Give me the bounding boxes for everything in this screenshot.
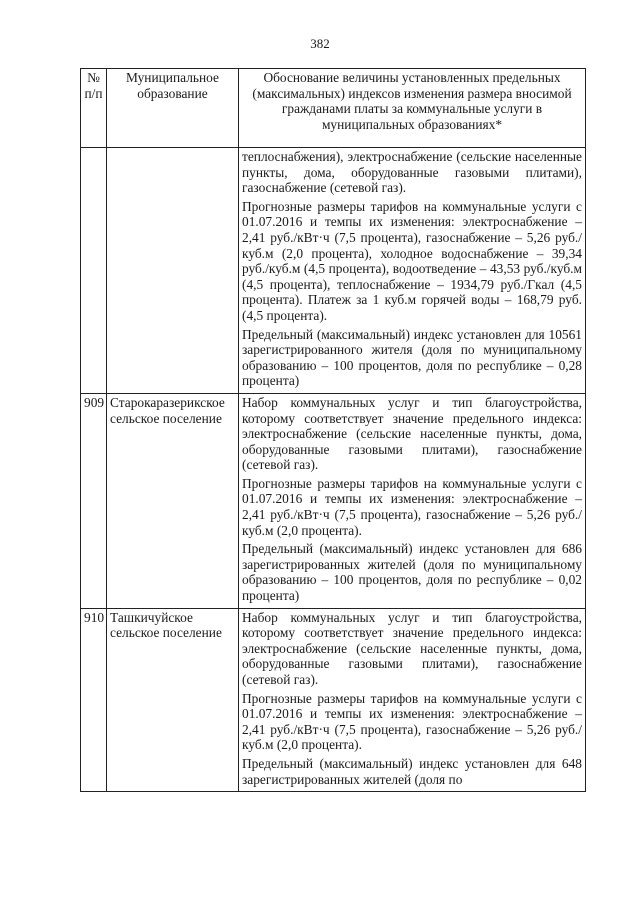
paragraph-tariffs: Прогнозные размеры тарифов на коммунальные услуги с 01.07.2016 и темпы их изменения: электроснабжение – 2,41 руб./кВт·ч (7,5 процента), газоснабжение – 5,26 руб./куб.м (2,0 процента). bbox=[242, 475, 582, 538]
row-justification bbox=[239, 608, 586, 792]
paragraph-tariffs: Прогнозные размеры тарифов на коммунальные услуги с 01.07.2016 и темпы их изменения: электроснабжение – 2,41 руб./кВт·ч (7,5 процента), газоснабжение – 5,26 руб./куб.м (2,0 процента). bbox=[242, 690, 582, 753]
table-header-row bbox=[81, 69, 586, 148]
row-municipality bbox=[107, 148, 239, 394]
table-row bbox=[81, 608, 586, 792]
paragraph-utility-set: Набор коммунальных услуг и тип благоустройства, которому соответствует значение предельного индекса: электроснабжение (сельские населенные пункты, дома, оборудованные газовыми плитами), газоснабжение (сетевой газ). bbox=[242, 394, 582, 473]
page-number: 382 bbox=[310, 36, 330, 51]
header-num: № п/п bbox=[81, 69, 107, 148]
paragraph-utility-set: теплоснабжения), электроснабжение (сельские населенные пункты, дома, оборудованные газовыми плитами), газоснабжение (сетевой газ). bbox=[242, 149, 582, 196]
row-number: 909 bbox=[81, 393, 107, 608]
header-justification: Обоснование величины установленных предельных (максимальных) индексов изменения размера вносимой гражданами платы за коммунальные услуги в муниципальных образованиях* bbox=[239, 69, 586, 148]
table-row bbox=[81, 148, 586, 394]
header-municipality: Муниципальное образование bbox=[107, 69, 239, 148]
paragraph-tariffs: Прогнозные размеры тарифов на коммунальные услуги с 01.07.2016 и темпы их изменения: электроснабжение – 2,41 руб./кВт·ч (7,5 процента), газоснабжение – 5,26 руб./куб.м (2,0 процента), холодное водоснабжение – 39,34 руб./куб.м (4,5 процента), водоотведение – 43,53 руб./куб.м (4,5 процента), теплоснабжение – 1934,79 руб./Гкал (4,5 процента). Платеж за 1 куб.м горячей воды – 168,79 руб. (4,5 процента). bbox=[242, 198, 582, 323]
row-number: 910 bbox=[81, 608, 107, 792]
row-municipality: Ташкичуйское сельское поселение bbox=[107, 608, 239, 792]
paragraph-index: Предельный (максимальный) индекс установлен для 10561 зарегистрированного жителя (доля по муниципальному образованию – 100 процентов, доля по республике – 0,28 процента) bbox=[242, 326, 582, 389]
row-number bbox=[81, 148, 107, 394]
paragraph-index: Предельный (максимальный) индекс установлен для 686 зарегистрированных жителей (доля по муниципальному образованию – 100 процентов, доля по республике – 0,02 процента) bbox=[242, 541, 582, 604]
paragraph-index: Предельный (максимальный) индекс установлен для 648 зарегистрированных жителей (доля по bbox=[242, 755, 582, 787]
tariff-index-table bbox=[80, 68, 586, 792]
paragraph-utility-set: Набор коммунальных услуг и тип благоустройства, которому соответствует значение предельного индекса: электроснабжение (сельские населенные пункты, дома, оборудованные газовыми плитами), газоснабжение (сетевой газ). bbox=[242, 609, 582, 687]
row-justification bbox=[239, 393, 586, 608]
row-justification bbox=[239, 148, 586, 394]
table-row bbox=[81, 393, 586, 608]
row-municipality: Старокаразерикское сельское поселение bbox=[107, 393, 239, 608]
